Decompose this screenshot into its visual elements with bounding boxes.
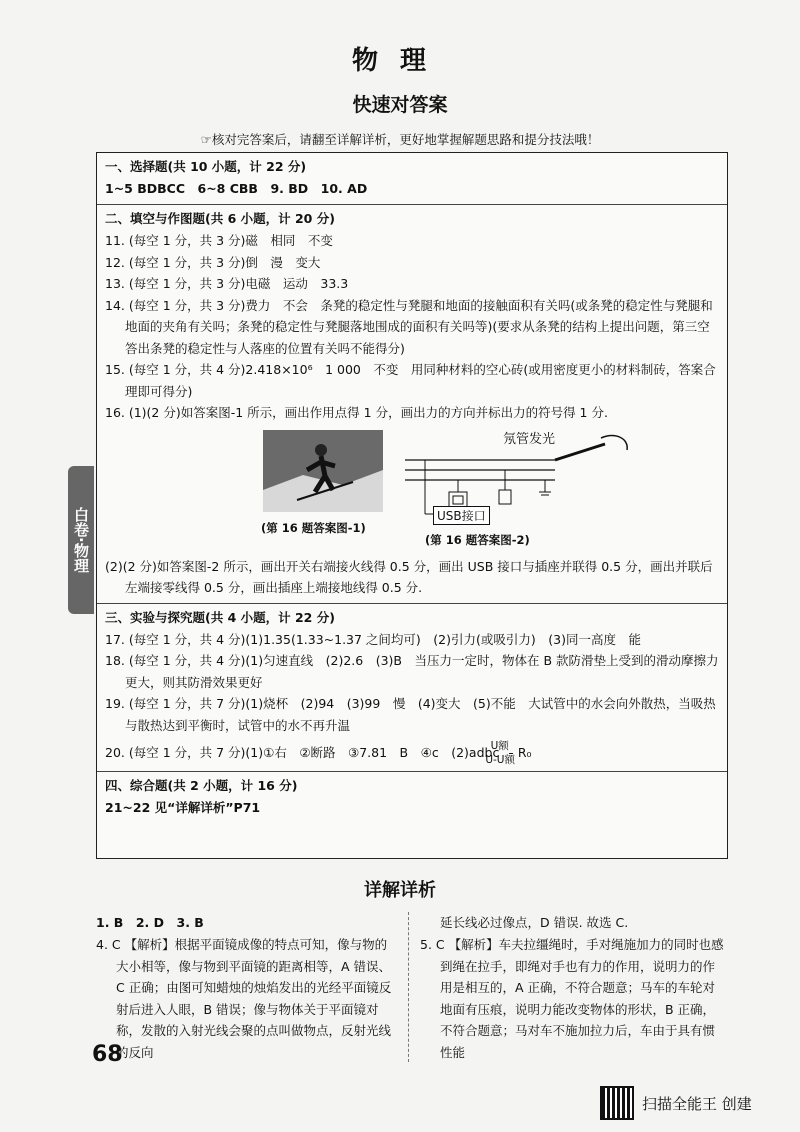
detail-paragraph: 1. B 2. D 3. B	[96, 915, 204, 930]
column-divider	[408, 912, 410, 1062]
section-choice	[97, 153, 727, 205]
footer-label: 扫描全能王 创建	[642, 1094, 752, 1113]
detail-paragraph: 5. C 【解析】车夫拉缰绳时，手对绳施加力的同时也感到绳在拉手，即绳对手也有力的作用，说明力的作用是相互的，A 正确，不符合题意；马车的车轮对地面有压痕，说明力能改变物体的形状，B 正确，不符合题意；马对车不施加拉力后，车由于具有惯性能	[420, 937, 724, 1060]
detail-title: 详解详析	[364, 880, 436, 901]
answer-q17: 17. (每空 1 分，共 4 分)(1)1.35(1.33~1.37 之间均可) (2)引力(或吸引力) (3)同一高度 能	[105, 631, 641, 647]
answer-q13: 13. (每空 1 分，共 3 分)电磁 运动 33.3	[105, 276, 349, 291]
answer-q18: 18. (每空 1 分，共 4 分)(1)匀速直线 (2)2.6 (3)B 当压力一定时，物体在 B 款防滑垫上受到的滑动摩擦力更大，则其防滑效果更好	[105, 653, 719, 690]
q20-text: 20. (每空 1 分，共 7 分)(1)①右 ②断路 ③7.81 B ④c (2)adbc	[105, 745, 500, 760]
tip-label: 核对完答案后，请翻至详解详析，更好地掌握解题思路和提分技法哦！	[211, 132, 600, 147]
hand-pointer-icon: ☞	[200, 132, 212, 147]
answer-q19: 19. (每空 1 分，共 7 分)(1)烧杯 (2)94 (3)99 慢 (4)变大 (5)不能 大试管中的水会向外散热，当吸热与散热达到平衡时，试管中的水不再升温	[105, 696, 716, 733]
detail-column-right	[420, 912, 726, 1063]
fraction-numerator: U额	[509, 740, 513, 754]
section-title: 二、填空与作图题(共 6 小题，计 20 分)	[105, 211, 335, 226]
page-number: 68	[92, 1042, 123, 1067]
answer-q11: 11. (每空 1 分，共 3 分)磁 相同 不变	[105, 233, 333, 248]
usb-label: USB接口	[433, 506, 490, 525]
figures-row	[105, 424, 719, 556]
answer-box	[96, 152, 728, 859]
page-title: 物理	[351, 46, 448, 76]
figure-1-caption: (第 16 题答案图-1)	[261, 520, 366, 535]
section-title: 一、选择题(共 10 小题，计 22 分)	[105, 159, 307, 174]
answer-q16b: (2)(2 分)如答案图-2 所示，画出开关右端接火线得 0.5 分，画出 USB 接口与插座并联得 0.5 分，画出并联后左端接零线得 0.5 分，画出插座上端接地线得 0.5 分.	[105, 558, 713, 595]
detail-column-left	[96, 912, 396, 1063]
answer-q20	[105, 740, 719, 767]
resistance-symbol: R₀	[517, 745, 532, 760]
skier-photo	[263, 430, 383, 512]
page-subtitle: 快速对答案	[352, 94, 448, 116]
answer-q14: 14. (每空 1 分，共 3 分)费力 不会 条凳的稳定性与凳腿和地面的接触面积有关吗(或条凳的稳定性与凳腿和地面的夹角有关吗；条凳的稳定性与凳腿落地围成的面积有关吗等)(要求从条凳的结构上提出问题，第三空答出条凳的稳定性与人落座的位置有关吗不能得分)	[105, 297, 713, 356]
answer-line: 21~22 见“详解详析”P71	[105, 800, 261, 815]
section-title: 三、实验与探究题(共 4 小题，计 22 分)	[105, 609, 335, 625]
tip-text	[0, 130, 800, 148]
section-experiment	[97, 604, 727, 773]
neon-label: 氖管发光	[503, 431, 556, 447]
section-comprehensive	[97, 772, 727, 823]
detail-paragraph: 4. C 【解析】根据平面镜成像的特点可知，像与物的大小相等，像与物到平面镜的距离相等，A 错误、C 正确；由图可知蜡烛的烛焰发出的光经平面镜反射后进入人眼，B 错误；像与物体关于平面镜对称，发散的入射光线会聚的点叫做物点，反射光线的反向	[96, 937, 392, 1060]
section-title: 四、综合题(共 2 小题，计 16 分)	[105, 778, 298, 793]
answer-q16a: 16. (1)(2 分)如答案图-1 所示，画出作用点得 1 分，画出力的方向并标出力的符号得 1 分.	[105, 405, 608, 420]
detail-paragraph: 延长线必过像点，D 错误. 故选 C.	[440, 915, 629, 930]
answer-q12: 12. (每空 1 分，共 3 分)倒 漫 变大	[105, 254, 321, 270]
formula-fraction	[485, 740, 516, 767]
footer-watermark	[600, 1086, 752, 1120]
fraction-denominator: U-U额	[485, 754, 515, 766]
answer-line: 1~5 BDBCC 6~8 CBB 9. BD 10. AD	[105, 181, 368, 196]
qr-code-icon	[600, 1086, 634, 1120]
answer-q15: 15. (每空 1 分，共 4 分)2.418×10⁶ 1 000 不变 用同种材料的空心砖(或用密度更小的材料制砖，答案合理即可得分)	[105, 362, 716, 399]
figure-2-caption: (第 16 题答案图-2)	[425, 532, 530, 547]
section-fill	[97, 205, 727, 604]
side-tab: 白卷·物理	[68, 466, 94, 614]
skier-figure	[263, 430, 383, 512]
